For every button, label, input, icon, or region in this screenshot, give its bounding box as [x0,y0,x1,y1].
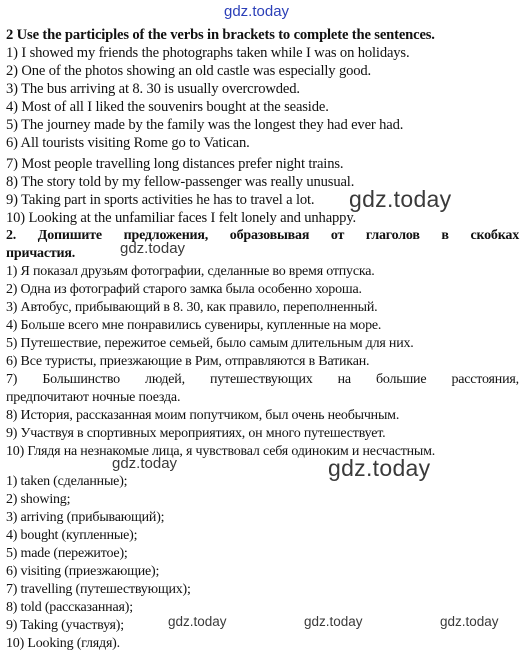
heading-word: от [330,228,345,243]
line-word: людей, [145,372,185,387]
heading-word: Допишите [37,228,102,243]
answer-line: 9) Taking (участвуя); [6,618,124,633]
heading-word: образовывая [229,228,310,243]
task-en-line: 6) All tourists visiting Rome go to Vatican. [6,135,250,151]
line-word: путешествующих [209,372,313,387]
task-ru-line: 6) Все туристы, приезжающие в Рим, отправляются в Ватикан. [6,354,370,369]
task-ru-line: 8) История, рассказанная моим попутчиком, был очень необычным. [6,408,400,423]
answer-line: 7) travelling (путешествующих); [6,582,191,597]
line-word: большие [375,372,427,387]
heading-word: предложения, [123,228,209,243]
task-ru-line: 5) Путешествие, пережитое семьей, было самым длительным для них. [6,336,414,351]
answer-line: 10) Looking (глядя). [6,636,120,651]
watermark-bottom: gdz.today [440,614,499,629]
watermark-mid-left: gdz.today [120,240,186,257]
task-ru-line: 1) Я показал друзьям фотографии, сделанные во время отпуска. [6,264,375,279]
watermark-lower-left: gdz.today [112,455,178,472]
watermark-bottom: gdz.today [168,614,227,629]
heading-word: глаголов [365,228,420,243]
task-en-line: 1) I showed my friends the photographs taken while I was on holidays. [6,45,410,61]
watermark-mid-right: gdz.today [349,186,452,212]
task-en-line: 5) The journey made by the family was the longest they had ever had. [6,117,404,133]
heading-word: 2. [6,228,17,243]
answer-line: 6) visiting (приезжающие); [6,564,160,579]
line-word: Большинство [42,372,120,387]
line-word: 7) [6,372,18,387]
task-en-heading: 2 Use the participles of the verbs in brackets to complete the sentences. [6,27,435,43]
task-en-line: 3) The bus arriving at 8. 30 is usually overcrowded. [6,81,300,97]
answer-line: 1) taken (сделанные); [6,474,128,489]
answer-line: 3) arriving (прибывающий); [6,510,165,525]
task-ru-line: 3) Автобус, прибывающий в 8. 30, как правило, переполненный. [6,300,378,315]
line-word: на [337,372,351,387]
task-ru-line: 10) Глядя на незнакомые лица, я чувствовал себя одиноким и несчастным. [6,444,436,459]
task-ru-line-7 [6,371,519,389]
task-ru-line: 4) Больше всего мне понравились сувениры, купленные на море. [6,318,382,333]
watermark-bottom: gdz.today [304,614,363,629]
answer-line: 2) showing; [6,492,71,507]
task-ru-line: 9) Участвуя в спортивных мероприятиях, он много путешествует. [6,426,386,441]
answer-line: 5) made (пережитое); [6,546,128,561]
watermark-lower-right: gdz.today [328,455,431,481]
heading-word: в [441,228,449,243]
task-en-line: 9) Taking part in sports activities he has to travel a lot. [6,192,315,208]
task-en-line: 10) Looking at the unfamiliar faces I felt lonely and unhappy. [6,210,357,226]
task-en-line: 2) One of the photos showing an old castle was especially good. [6,63,372,79]
answer-line: 4) bought (купленные); [6,528,138,543]
task-en-line: 4) Most of all I liked the souvenirs bought at the seaside. [6,99,329,115]
task-ru-line-7-cont: предпочитают ночные поезда. [6,390,181,405]
task-ru-heading-cont: причастия. [6,246,76,261]
watermark-top: gdz.today [224,3,290,20]
task-en-line: 8) The story told by my fellow-passenger was really unusual. [6,174,355,190]
line-word: расстояния, [451,372,519,387]
heading-word: скобках [470,228,519,243]
answer-line: 8) told (рассказанная); [6,600,133,615]
task-en-line: 7) Most people travelling long distances prefer night trains. [6,156,344,172]
task-ru-heading [6,227,519,245]
task-ru-line: 2) Одна из фотографий старого замка была особенно хороша. [6,282,362,297]
